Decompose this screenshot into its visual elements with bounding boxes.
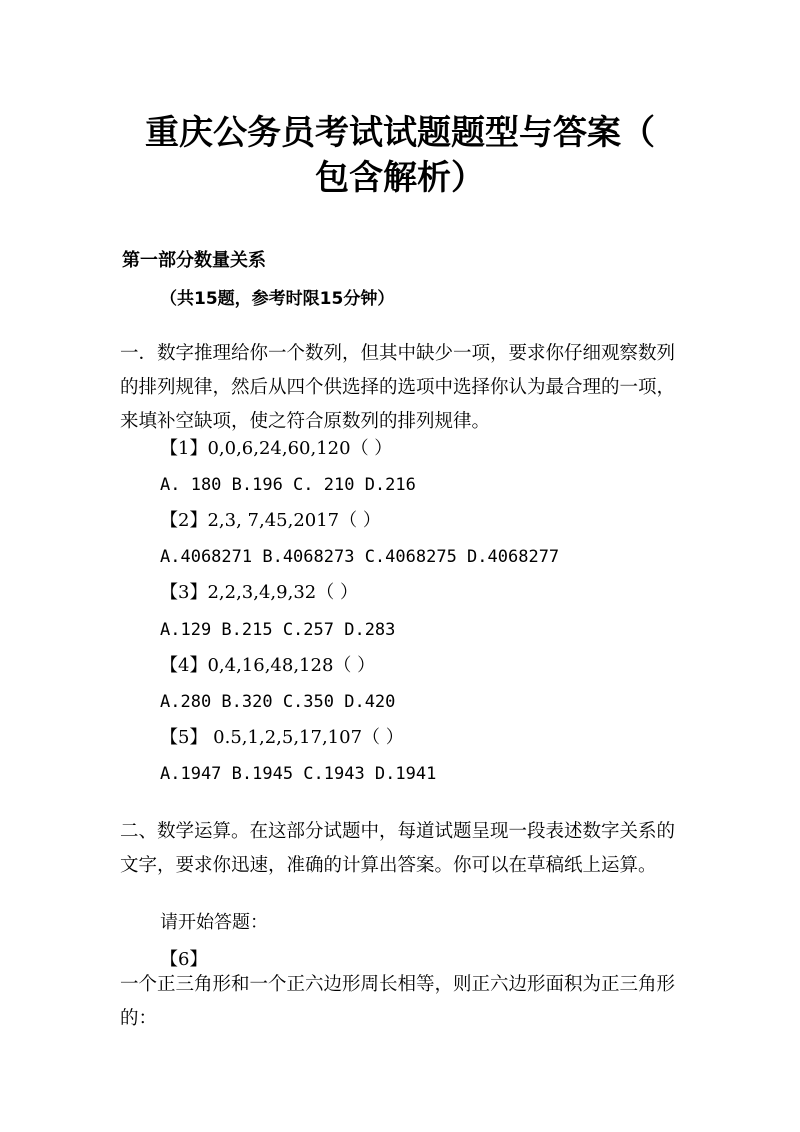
question-3-stem: 【3】2,2,3,4,9,32（ ） bbox=[160, 582, 358, 603]
section-heading: 第一部分数量关系 bbox=[122, 250, 266, 271]
question-6-text: 一个正三角形和一个正六边形周长相等，则正六边形面积为正三角形的： bbox=[120, 974, 676, 1029]
question-5-options: A.1947 B.1945 C.1943 D.1941 bbox=[160, 764, 437, 784]
question-2-options: A.4068271 B.4068273 C.4068275 D.4068277 bbox=[160, 547, 560, 567]
question-6-label: 【6】 bbox=[160, 949, 208, 970]
part-2-paragraph: 二、数学运算。在这部分试题中，每道试题呈现一段表述数字关系的文字，要求你迅速，准确的计算出答案。你可以在草稿纸上运算。 bbox=[120, 821, 676, 876]
question-3-options: A.129 B.215 C.257 D.283 bbox=[160, 620, 396, 640]
question-5-stem: 【5】 0.5,1,2,5,17,107（ ） bbox=[160, 727, 404, 748]
question-1-options: A. 180 B.196 C. 210 D.216 bbox=[160, 475, 416, 495]
document-title-line-1: 重庆公务员考试试题题型与答案（ bbox=[145, 113, 655, 153]
question-1-stem: 【1】0,0,6,24,60,120（ ） bbox=[160, 438, 393, 459]
start-prompt: 请开始答题： bbox=[160, 912, 268, 933]
intro-paragraph: 一．数字推理给你一个数列，但其中缺少一项，要求你仔细观察数列的排列规律，然后从四个供选择的选项中选择你认为最合理的一项，来填补空缺项，使之符合原数列的排列规律。 bbox=[120, 343, 676, 432]
question-4-options: A.280 B.320 C.350 D.420 bbox=[160, 692, 396, 712]
section-subheading: （共15题，参考时限15分钟） bbox=[160, 289, 395, 309]
document-title-line-2: 包含解析） bbox=[315, 158, 485, 198]
question-2-stem: 【2】2,3, 7,45,2017（ ） bbox=[160, 510, 381, 531]
question-4-stem: 【4】0,4,16,48,128（ ） bbox=[160, 655, 376, 676]
